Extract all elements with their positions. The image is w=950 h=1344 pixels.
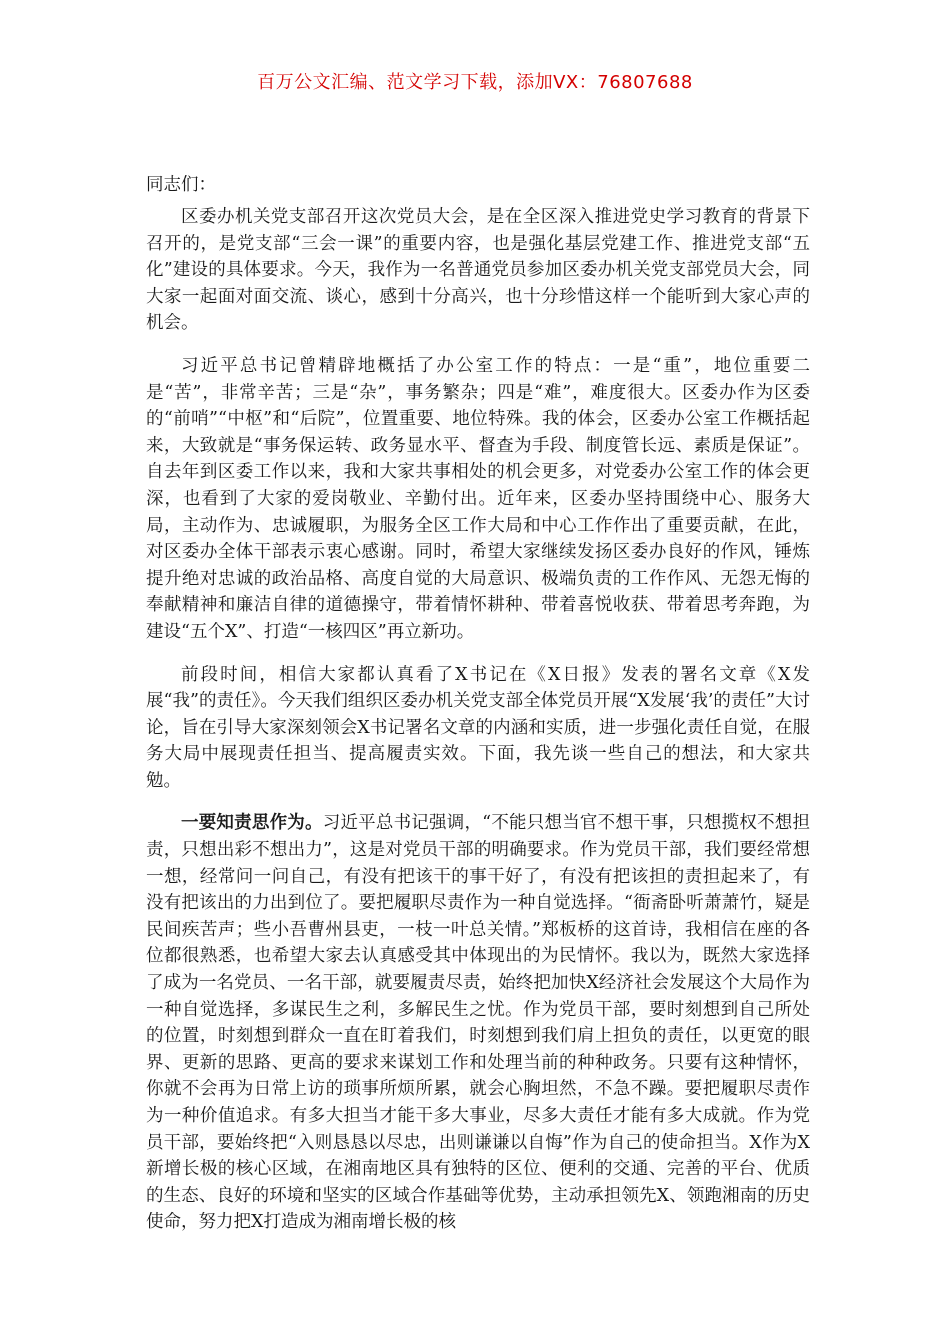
salutation: 同志们：: [146, 175, 216, 195]
paragraph-lead-heading: 一要知责思作为。: [181, 813, 323, 834]
paragraph-2: [146, 353, 810, 646]
paragraph-1: [146, 204, 810, 337]
paragraph-3: [146, 662, 810, 795]
paragraph-text: 习近平总书记强调，“不能只想当官不想干事，只想揽权不想担责，只想出彩不想出力”，这是对党员干部的明确要求。作为党员干部，我们要经常想一想，经常问一问自己，有没有把该干的事干好了，有没有把该担的责担起来了，有没有把该出的力出到位了。要把履职尽责作为一种自觉选择。“衙斋卧听萧萧竹，疑是民间疾苦声；些小吾曹州县吏，一枝一叶总关情。”郑板桥的这首诗，我相信在座的各位都很熟悉，也希望大家去认真感受其中体现出的为民情怀。我以为，既然大家选择了成为一名党员、一名干部，就要履责尽责，始终把加快X经济社会发展这个大局作为一种自觉选择，多谋民生之利，多解民生之忧。作为党员干部，要时刻想到自己所处的位置，时刻想到群众一直在盯着我们，时刻想到我们肩上担负的责任，以更宽的眼界、更新的思路、更高的要求来谋划工作和处理当前的种种政务。只要有这种情怀，你就不会再为日常上访的琐事所烦所累，就会心胸坦然，不急不躁。要把履职尽责作为一种价值追求。有多大担当才能干多大事业，尽多大责任才能有多大成就。作为党员干部，要始终把“入则恳恳以尽忠，出则谦谦以自悔”作为自己的使命担当。X作为X新增长极的核心区域，在湘南地区具有独特的区位、便利的交通、完善的平台、优质的生态、良好的环境和坚实的区域合作基础等优势，主动承担领先X、领跑湘南的历史使命，努力把X打造成为湘南增长极的核: [146, 813, 811, 1233]
document-body: [146, 172, 810, 1252]
paragraph-text: 习近平总书记曾精辟地概括了办公室工作的特点：一是“重”，地位重要二是“苦”，非常辛苦；三是“杂”，事务繁杂；四是“难”，难度很大。区委办作为区委的“前哨”“中枢”和“后院”，位置重要、地位特殊。我的体会，区委办公室工作概括起来，大致就是“事务保运转、政务显水平、督查为手段、制度管长远、素质是保证”。自去年到区委工作以来，我和大家共事相处的机会更多，对党委办公室工作的体会更深，也看到了大家的爱岗敬业、辛勤付出。近年来，区委办坚持围绕中心、服务大局，主动作为、忠诚履职，为服务全区工作大局和中心工作作出了重要贡献，在此，对区委办全体干部表示衷心感谢。同时，希望大家继续发扬区委办良好的作风，锤炼提升绝对忠诚的政治品格、高度自觉的大局意识、极端负责的工作作风、无怨无悔的奉献精神和廉洁自律的道德操守，带着情怀耕种、带着喜悦收获、带着思考奔跑，为建设“五个X”、打造“一核四区”再立新功。: [146, 355, 810, 642]
paragraph-text: 区委办机关党支部召开这次党员大会，是在全区深入推进党史学习教育的背景下召开的，是党支部“三会一课”的重要内容，也是强化基层党建工作、推进党支部“五化”建设的具体要求。今天，我作为一名普通党员参加区委办机关党支部党员大会，同大家一起面对面交流、谈心，感到十分高兴，也十分珍惜这样一个能听到大家心声的机会。: [146, 207, 810, 334]
paragraph-4: [146, 810, 810, 1236]
paragraph-text: 前段时间，相信大家都认真看了X书记在《X日报》发表的署名文章《X发展“我”的责任》。今天我们组织区委办机关党支部全体党员开展“X发展‘我’的责任”大讨论，旨在引导大家深刻领会X书记署名文章的内涵和实质，进一步强化责任自觉，在服务大局中展现责任担当、提高履责实效。下面，我先谈一些自己的想法，和大家共勉。: [146, 664, 810, 791]
page-header-banner: 百万公文汇编、范文学习下载，添加VX：76807688: [257, 72, 693, 93]
